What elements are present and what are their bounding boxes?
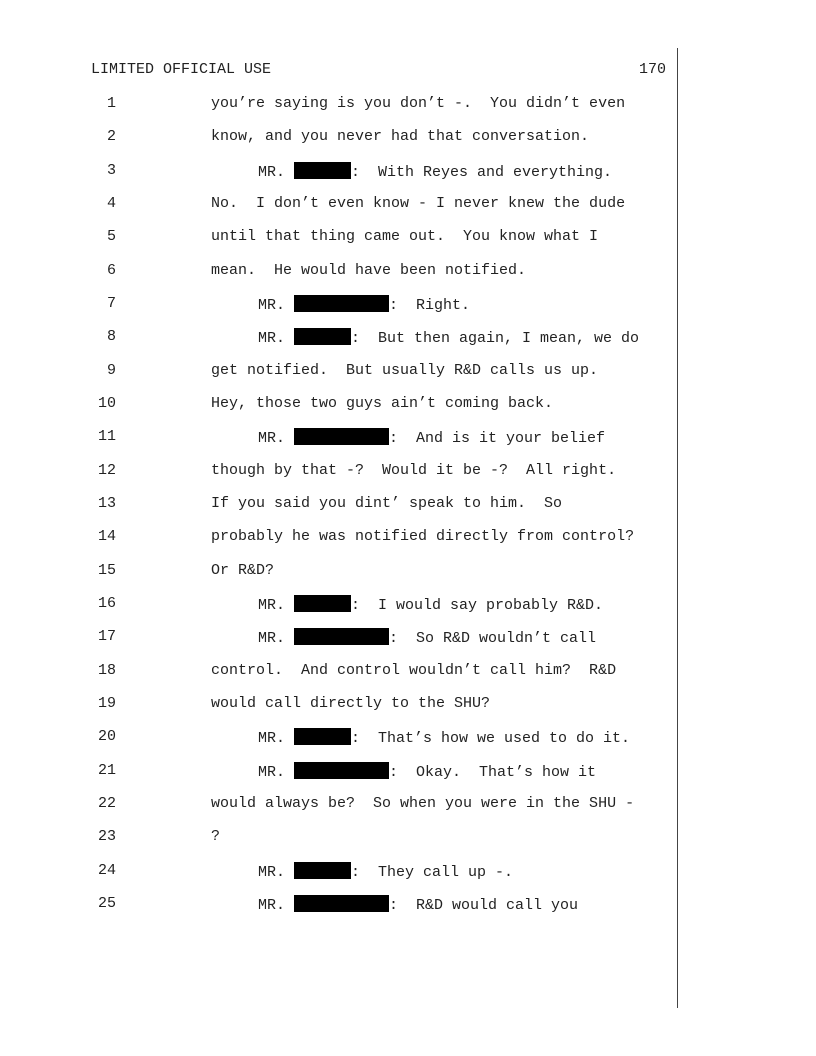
line-text: get notified. But usually R&D calls us up. — [211, 361, 599, 379]
transcript-line — [0, 595, 816, 615]
transcript-line — [0, 95, 816, 115]
line-number: 21 — [97, 761, 116, 779]
transcript-line — [0, 862, 816, 882]
line-number: 9 — [106, 361, 116, 379]
redaction-box — [294, 728, 351, 745]
transcript-line — [0, 828, 816, 848]
speaker-statement: : But then again, I mean, we do — [351, 330, 640, 348]
line-text: ? — [211, 828, 221, 846]
redaction-box — [294, 628, 389, 645]
speaker-line-text — [258, 862, 513, 881]
speaker-statement: : With Reyes and everything. — [351, 163, 613, 181]
speaker-line-text — [258, 295, 470, 314]
redaction-box — [294, 328, 351, 345]
transcript-line — [0, 295, 816, 315]
transcript-line — [0, 728, 816, 748]
speaker-prefix: MR. — [258, 596, 295, 614]
speaker-statement: : So R&D wouldn’t call — [389, 630, 597, 648]
redaction-box — [294, 862, 351, 879]
speaker-line-text — [258, 328, 639, 347]
line-number: 11 — [97, 428, 116, 446]
line-number: 20 — [97, 728, 116, 746]
speaker-statement: : Okay. That’s how it — [389, 763, 597, 781]
line-number: 19 — [97, 694, 116, 712]
transcript-line — [0, 628, 816, 648]
transcript-line — [0, 128, 816, 148]
speaker-statement: : That’s how we used to do it. — [351, 730, 631, 748]
line-number: 22 — [97, 794, 116, 812]
line-text: mean. He would have been notified. — [211, 261, 527, 279]
line-number: 13 — [97, 494, 116, 512]
transcript-line — [0, 462, 816, 482]
speaker-statement: : R&D would call you — [389, 896, 579, 914]
line-text: you’re saying is you don’t -. You didn’t even — [211, 95, 626, 112]
speaker-line-text — [258, 728, 630, 747]
line-text: would always be? So when you were in the SHU - — [211, 794, 635, 812]
transcript-line — [0, 895, 816, 915]
speaker-line-text — [258, 428, 605, 447]
transcript-line — [0, 528, 816, 548]
line-number: 6 — [106, 261, 116, 279]
line-number: 7 — [106, 294, 116, 312]
speaker-prefix: MR. — [258, 296, 295, 314]
speaker-line-text — [258, 595, 603, 614]
transcript-line — [0, 795, 816, 815]
speaker-line-text — [258, 162, 612, 181]
transcript-line — [0, 395, 816, 415]
speaker-prefix: MR. — [258, 896, 295, 914]
transcript-line — [0, 495, 816, 515]
speaker-line-text — [258, 895, 578, 914]
line-number: 15 — [97, 561, 116, 579]
transcript-line — [0, 562, 816, 582]
transcript-line — [0, 195, 816, 215]
speaker-prefix: MR. — [258, 730, 295, 748]
line-number: 17 — [97, 628, 116, 646]
speaker-statement: : They call up -. — [351, 863, 514, 881]
speaker-line-text — [258, 628, 596, 647]
classification-header: LIMITED OFFICIAL USE — [91, 61, 272, 78]
speaker-prefix: MR. — [258, 430, 295, 448]
line-number: 4 — [106, 194, 116, 212]
redaction-box — [294, 428, 389, 445]
line-number: 2 — [106, 128, 116, 146]
transcript-line — [0, 662, 816, 682]
transcript-line — [0, 762, 816, 782]
redaction-box — [294, 895, 389, 912]
line-number: 5 — [106, 228, 116, 246]
line-text: No. I don’t even know - I never knew the dude — [211, 194, 626, 212]
line-text: though by that -? Would it be -? All right. — [211, 461, 617, 479]
transcript-line — [0, 428, 816, 448]
speaker-prefix: MR. — [258, 863, 295, 881]
page-number: 170 — [638, 61, 666, 78]
line-number: 8 — [106, 328, 116, 346]
line-text: If you said you dint’ speak to him. So — [211, 494, 563, 512]
speaker-prefix: MR. — [258, 163, 295, 181]
speaker-prefix: MR. — [258, 630, 295, 648]
line-text: control. And control wouldn’t call him? R&D — [211, 661, 617, 679]
line-text: know, and you never had that conversation. — [211, 128, 590, 146]
transcript-line — [0, 262, 816, 282]
redaction-box — [294, 595, 351, 612]
transcript-line — [0, 328, 816, 348]
transcript-line — [0, 228, 816, 248]
line-number: 23 — [97, 828, 116, 846]
line-text: until that thing came out. You know what I — [211, 228, 599, 246]
speaker-statement: : Right. — [389, 296, 471, 314]
line-text: would call directly to the SHU? — [211, 694, 491, 712]
speaker-prefix: MR. — [258, 330, 295, 348]
speaker-prefix: MR. — [258, 763, 295, 781]
transcript-line — [0, 162, 816, 182]
line-text: Or R&D? — [211, 561, 275, 579]
line-number: 16 — [97, 594, 116, 612]
speaker-statement: : And is it your belief — [389, 430, 606, 448]
transcript-line — [0, 695, 816, 715]
redaction-box — [294, 295, 389, 312]
line-number: 24 — [97, 861, 116, 879]
line-text: probably he was notified directly from control? — [211, 528, 635, 546]
transcript-line — [0, 362, 816, 382]
line-number: 10 — [97, 394, 116, 412]
redaction-box — [294, 762, 389, 779]
redaction-box — [294, 162, 351, 179]
line-number: 18 — [97, 661, 116, 679]
speaker-statement: : I would say probably R&D. — [351, 596, 604, 614]
speaker-line-text — [258, 762, 596, 781]
line-number: 1 — [106, 95, 116, 112]
line-number: 25 — [97, 894, 116, 912]
line-number: 3 — [106, 161, 116, 179]
line-number: 14 — [97, 528, 116, 546]
line-number: 12 — [97, 461, 116, 479]
line-text: Hey, those two guys ain’t coming back. — [211, 394, 554, 412]
